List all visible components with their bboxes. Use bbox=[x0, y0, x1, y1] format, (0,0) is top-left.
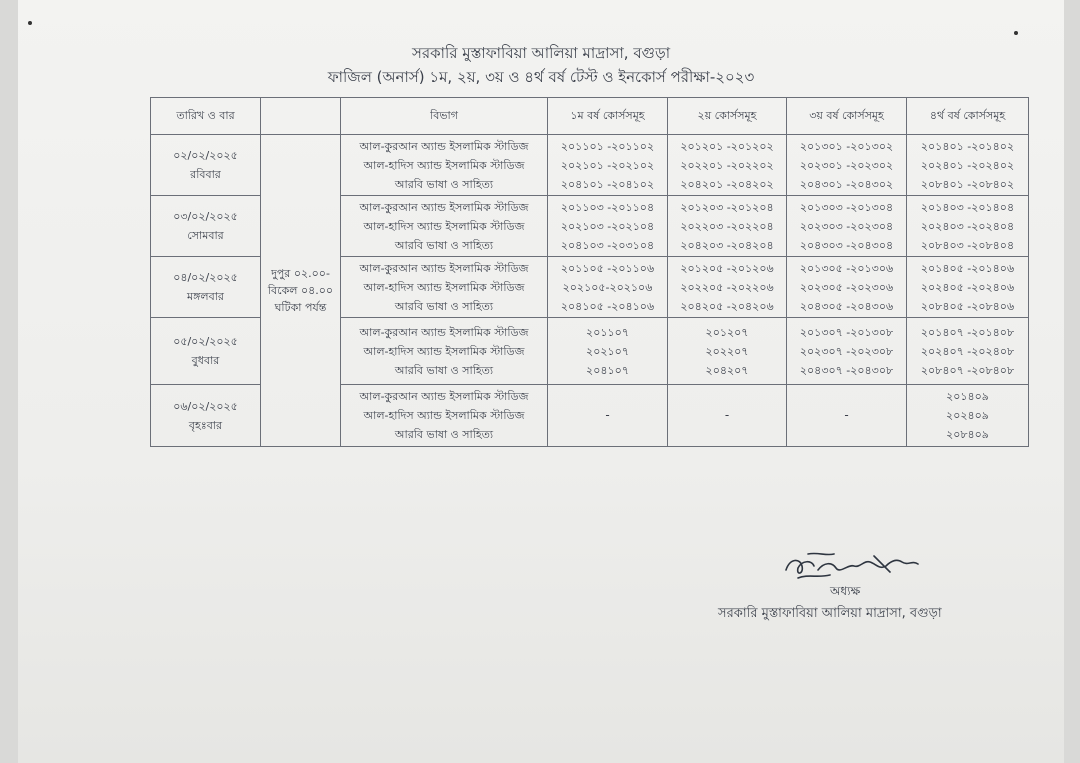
date-cell bbox=[151, 196, 261, 257]
course-code: - bbox=[724, 408, 730, 422]
department-cell bbox=[341, 318, 548, 385]
course-code: ২০৪১০১ -২০৪১০২ bbox=[560, 177, 655, 191]
course-code: ২০২২০১ -২০২২০২ bbox=[680, 158, 774, 172]
year4-course-cell bbox=[907, 318, 1029, 385]
course-code: ২০২২০৫ -২০২২০৬ bbox=[680, 280, 774, 294]
year4-course-cell bbox=[907, 257, 1029, 318]
department-name: আল-কুরআন অ্যান্ড ইসলামিক স্টাডিজ bbox=[359, 139, 529, 153]
course-code: - bbox=[605, 408, 610, 422]
course-code: ২০৪২০১ -২০৪২০২ bbox=[680, 177, 774, 191]
course-code: ২০৪৩০৭ -২০৪৩০৮ bbox=[799, 363, 894, 377]
department-name: আল-হাদিস অ্যান্ড ইসলামিক স্টাডিজ bbox=[363, 344, 525, 358]
course-code: ২০২১০৫-২০২১০৬ bbox=[562, 280, 653, 294]
course-code: ২০৪২০৫ -২০৪২০৬ bbox=[680, 299, 774, 313]
year1-course-cell bbox=[548, 318, 668, 385]
course-code: ২০১৪০৯ bbox=[946, 390, 989, 403]
exam-time-line: বিকেল ০৪.০০ bbox=[267, 284, 334, 297]
course-code: ২০৪৩০১ -২০৪৩০২ bbox=[799, 177, 894, 191]
course-code: ২০১৪০১ -২০১৪০২ bbox=[920, 139, 1015, 153]
department-name: আরবি ভাষা ও সাহিত্য bbox=[394, 177, 494, 191]
exam-date: ০৫/০২/২০২৫ bbox=[173, 335, 238, 348]
course-code: ২০২৩০৫ -২০২৩০৬ bbox=[799, 280, 894, 294]
header-year2: ২য় কোর্সসমূহ bbox=[668, 98, 787, 135]
course-code: ২০১২০৫ -২০১২০৬ bbox=[680, 261, 774, 275]
table-header-row bbox=[151, 98, 1029, 135]
year3-course-cell bbox=[787, 385, 907, 447]
exam-time-cell bbox=[261, 135, 341, 447]
course-code: ২০২৩০৩ -২০২৩০৪ bbox=[799, 219, 894, 233]
year3-course-cell bbox=[787, 318, 907, 385]
course-code: ২০৮৪০১ -২০৮৪০২ bbox=[920, 177, 1015, 191]
course-code: ২০৮৪০৭ -২০৮৪০৮ bbox=[920, 363, 1015, 377]
date-cell bbox=[151, 135, 261, 196]
date-cell bbox=[151, 318, 261, 385]
department-name: আরবি ভাষা ও সাহিত্য bbox=[394, 363, 494, 377]
department-cell bbox=[341, 196, 548, 257]
department-cell bbox=[341, 385, 548, 447]
course-code: ২০১২০১ -২০১২০২ bbox=[680, 139, 774, 153]
signature-organization: সরকারি মুস্তাফাবিয়া আলিয়া মাদ্রাসা, বগুড়া bbox=[718, 606, 942, 621]
year2-course-cell bbox=[668, 135, 787, 196]
course-code: ২০৪৩০৫ -২০৪৩০৬ bbox=[799, 299, 894, 313]
course-code: ২০২২০৭ bbox=[705, 344, 749, 358]
course-code: ২০২৩০১ -২০২৩০২ bbox=[799, 158, 894, 172]
course-code: ২০২৪০৯ bbox=[946, 409, 989, 422]
course-code: ২০১৩০৭ -২০১৩০৮ bbox=[799, 325, 894, 339]
department-name: আল-কুরআন অ্যান্ড ইসলামিক স্টাডিজ bbox=[359, 390, 529, 403]
exam-date: ০২/০২/২০২৫ bbox=[173, 149, 238, 162]
signature-title: অধ্যক্ষ bbox=[830, 584, 861, 598]
course-code: ২০১২০৩ -২০১২০৪ bbox=[680, 200, 774, 214]
course-code: ২০১৪০৭ -২০১৪০৮ bbox=[920, 325, 1015, 339]
speck-mark bbox=[1014, 31, 1018, 35]
department-name: আল-হাদিস অ্যান্ড ইসলামিক স্টাডিজ bbox=[363, 158, 525, 172]
year1-course-cell bbox=[548, 385, 668, 447]
course-code: ২০১২০৭ bbox=[705, 325, 749, 339]
course-code: ২০১৪০৫ -২০১৪০৬ bbox=[920, 261, 1015, 275]
department-name: আরবি ভাষা ও সাহিত্য bbox=[394, 299, 494, 313]
exam-schedule-table bbox=[150, 97, 1029, 447]
year1-course-cell bbox=[548, 257, 668, 318]
course-code: ২০১১০৭ bbox=[586, 325, 629, 339]
year1-course-cell bbox=[548, 135, 668, 196]
course-code: ২০২৪০১ -২০২৪০২ bbox=[920, 158, 1015, 172]
course-code: ২০১৪০৩ -২০১৪০৪ bbox=[920, 200, 1015, 214]
course-code: ২০২৪০৫ -২০২৪০৬ bbox=[920, 280, 1015, 294]
header-date: তারিখ ও বার bbox=[151, 98, 261, 135]
exam-day: বৃহঃবার bbox=[188, 418, 223, 432]
year4-course-cell bbox=[907, 135, 1029, 196]
course-code: ২০৮৪০৫ -২০৮৪০৬ bbox=[920, 299, 1015, 313]
date-cell bbox=[151, 385, 261, 447]
exam-day: সোমবার bbox=[187, 229, 224, 242]
course-code: ২০৮৪০৩ -২০৮৪০৪ bbox=[920, 238, 1015, 252]
course-code: ২০২৪০৭ -২০২৪০৮ bbox=[920, 344, 1015, 358]
department-name: আরবি ভাষা ও সাহিত্য bbox=[394, 238, 494, 252]
course-code: ২০৪১০৩ -২০৩১০৪ bbox=[560, 238, 655, 252]
year2-course-cell bbox=[668, 385, 787, 447]
speck-mark bbox=[28, 21, 32, 25]
year3-course-cell bbox=[787, 135, 907, 196]
course-code: ২০৪১০৫ -২০৪১০৬ bbox=[560, 299, 655, 313]
course-code: ২০২৪০৩ -২০২৪০৪ bbox=[920, 219, 1015, 233]
header-year4: ৪র্থ বর্ষ কোর্সসমূহ bbox=[907, 98, 1029, 135]
exam-date: ০৩/০২/২০২৫ bbox=[173, 210, 238, 223]
header-department: বিভাগ bbox=[341, 98, 548, 135]
principal-signature bbox=[778, 548, 948, 588]
department-name: আরবি ভাষা ও সাহিত্য bbox=[394, 428, 494, 441]
course-code: ২০১১০৫ -২০১১০৬ bbox=[560, 261, 655, 275]
year4-course-cell bbox=[907, 385, 1029, 447]
course-code: ২০২১০১ -২০২১০২ bbox=[560, 158, 655, 172]
header-time bbox=[261, 98, 341, 135]
department-name: আল-হাদিস অ্যান্ড ইসলামিক স্টাডিজ bbox=[363, 280, 525, 294]
course-code: ২০১৩০৫ -২০১৩০৬ bbox=[799, 261, 894, 275]
exam-day: মঙ্গলবার bbox=[187, 290, 224, 303]
department-cell bbox=[341, 257, 548, 318]
department-name: আল-কুরআন অ্যান্ড ইসলামিক স্টাডিজ bbox=[359, 261, 529, 275]
exam-date: ০৬/০২/২০২৫ bbox=[173, 399, 238, 413]
department-name: আল-কুরআন অ্যান্ড ইসলামিক স্টাডিজ bbox=[359, 200, 529, 214]
header-year1: ১ম বর্ষ কোর্সসমূহ bbox=[548, 98, 668, 135]
course-code: ২০২১০৭ bbox=[586, 344, 629, 358]
document-page bbox=[18, 0, 1064, 763]
course-code: ২০২২০৩ -২০২২০৪ bbox=[680, 219, 774, 233]
course-code: ২০৪১০৭ bbox=[586, 363, 629, 377]
exam-time-line: দুপুর ০২.০০- bbox=[271, 267, 330, 280]
exam-date: ০৪/০২/২০২৫ bbox=[173, 271, 238, 284]
course-code: - bbox=[844, 408, 849, 422]
exam-day: রবিবার bbox=[190, 168, 221, 181]
course-code: ২০৪৩০৩ -২০৪৩০৪ bbox=[799, 238, 894, 252]
year2-course-cell bbox=[668, 257, 787, 318]
course-code: ২০১১০১ -২০১১০২ bbox=[560, 139, 655, 153]
year4-course-cell bbox=[907, 196, 1029, 257]
department-name: আল-হাদিস অ্যান্ড ইসলামিক স্টাডিজ bbox=[363, 409, 525, 422]
course-code: ২০২৩০৭ -২০২৩০৮ bbox=[799, 344, 894, 358]
course-code: ২০১৩০৩ -২০১৩০৪ bbox=[799, 200, 894, 214]
year3-course-cell bbox=[787, 257, 907, 318]
header-year3: ৩য় বর্ষ কোর্সসমূহ bbox=[787, 98, 907, 135]
year3-course-cell bbox=[787, 196, 907, 257]
exam-day: বুধবার bbox=[191, 354, 220, 367]
exam-subtitle: ফাজিল (অনার্স) ১ম, ২য়, ৩য় ও ৪র্থ বর্ষ টেস্ট ও ইনকোর্স পরীক্ষা-২০২৩ bbox=[327, 68, 755, 86]
year2-course-cell bbox=[668, 318, 787, 385]
department-cell bbox=[341, 135, 548, 196]
course-code: ২০৪২০৩ -২০৪২০৪ bbox=[680, 238, 774, 252]
institution-title: সরকারি মুস্তাফাবিয়া আলিয়া মাদ্রাসা, বগুড়া bbox=[411, 44, 671, 62]
year2-course-cell bbox=[668, 196, 787, 257]
table-row bbox=[151, 135, 1029, 196]
exam-time-line: ঘটিকা পর্যন্ত bbox=[274, 301, 327, 314]
date-cell bbox=[151, 257, 261, 318]
course-code: ২০৮৪০৯ bbox=[946, 428, 989, 441]
course-code: ২০১১০৩ -২০১১০৪ bbox=[560, 200, 655, 214]
department-name: আল-হাদিস অ্যান্ড ইসলামিক স্টাডিজ bbox=[363, 219, 525, 233]
year1-course-cell bbox=[548, 196, 668, 257]
course-code: ২০২১০৩ -২০২১০৪ bbox=[560, 219, 655, 233]
course-code: ২০১৩০১ -২০১৩০২ bbox=[799, 139, 894, 153]
course-code: ২০৪২০৭ bbox=[705, 363, 749, 377]
department-name: আল-কুরআন অ্যান্ড ইসলামিক স্টাডিজ bbox=[359, 325, 529, 339]
